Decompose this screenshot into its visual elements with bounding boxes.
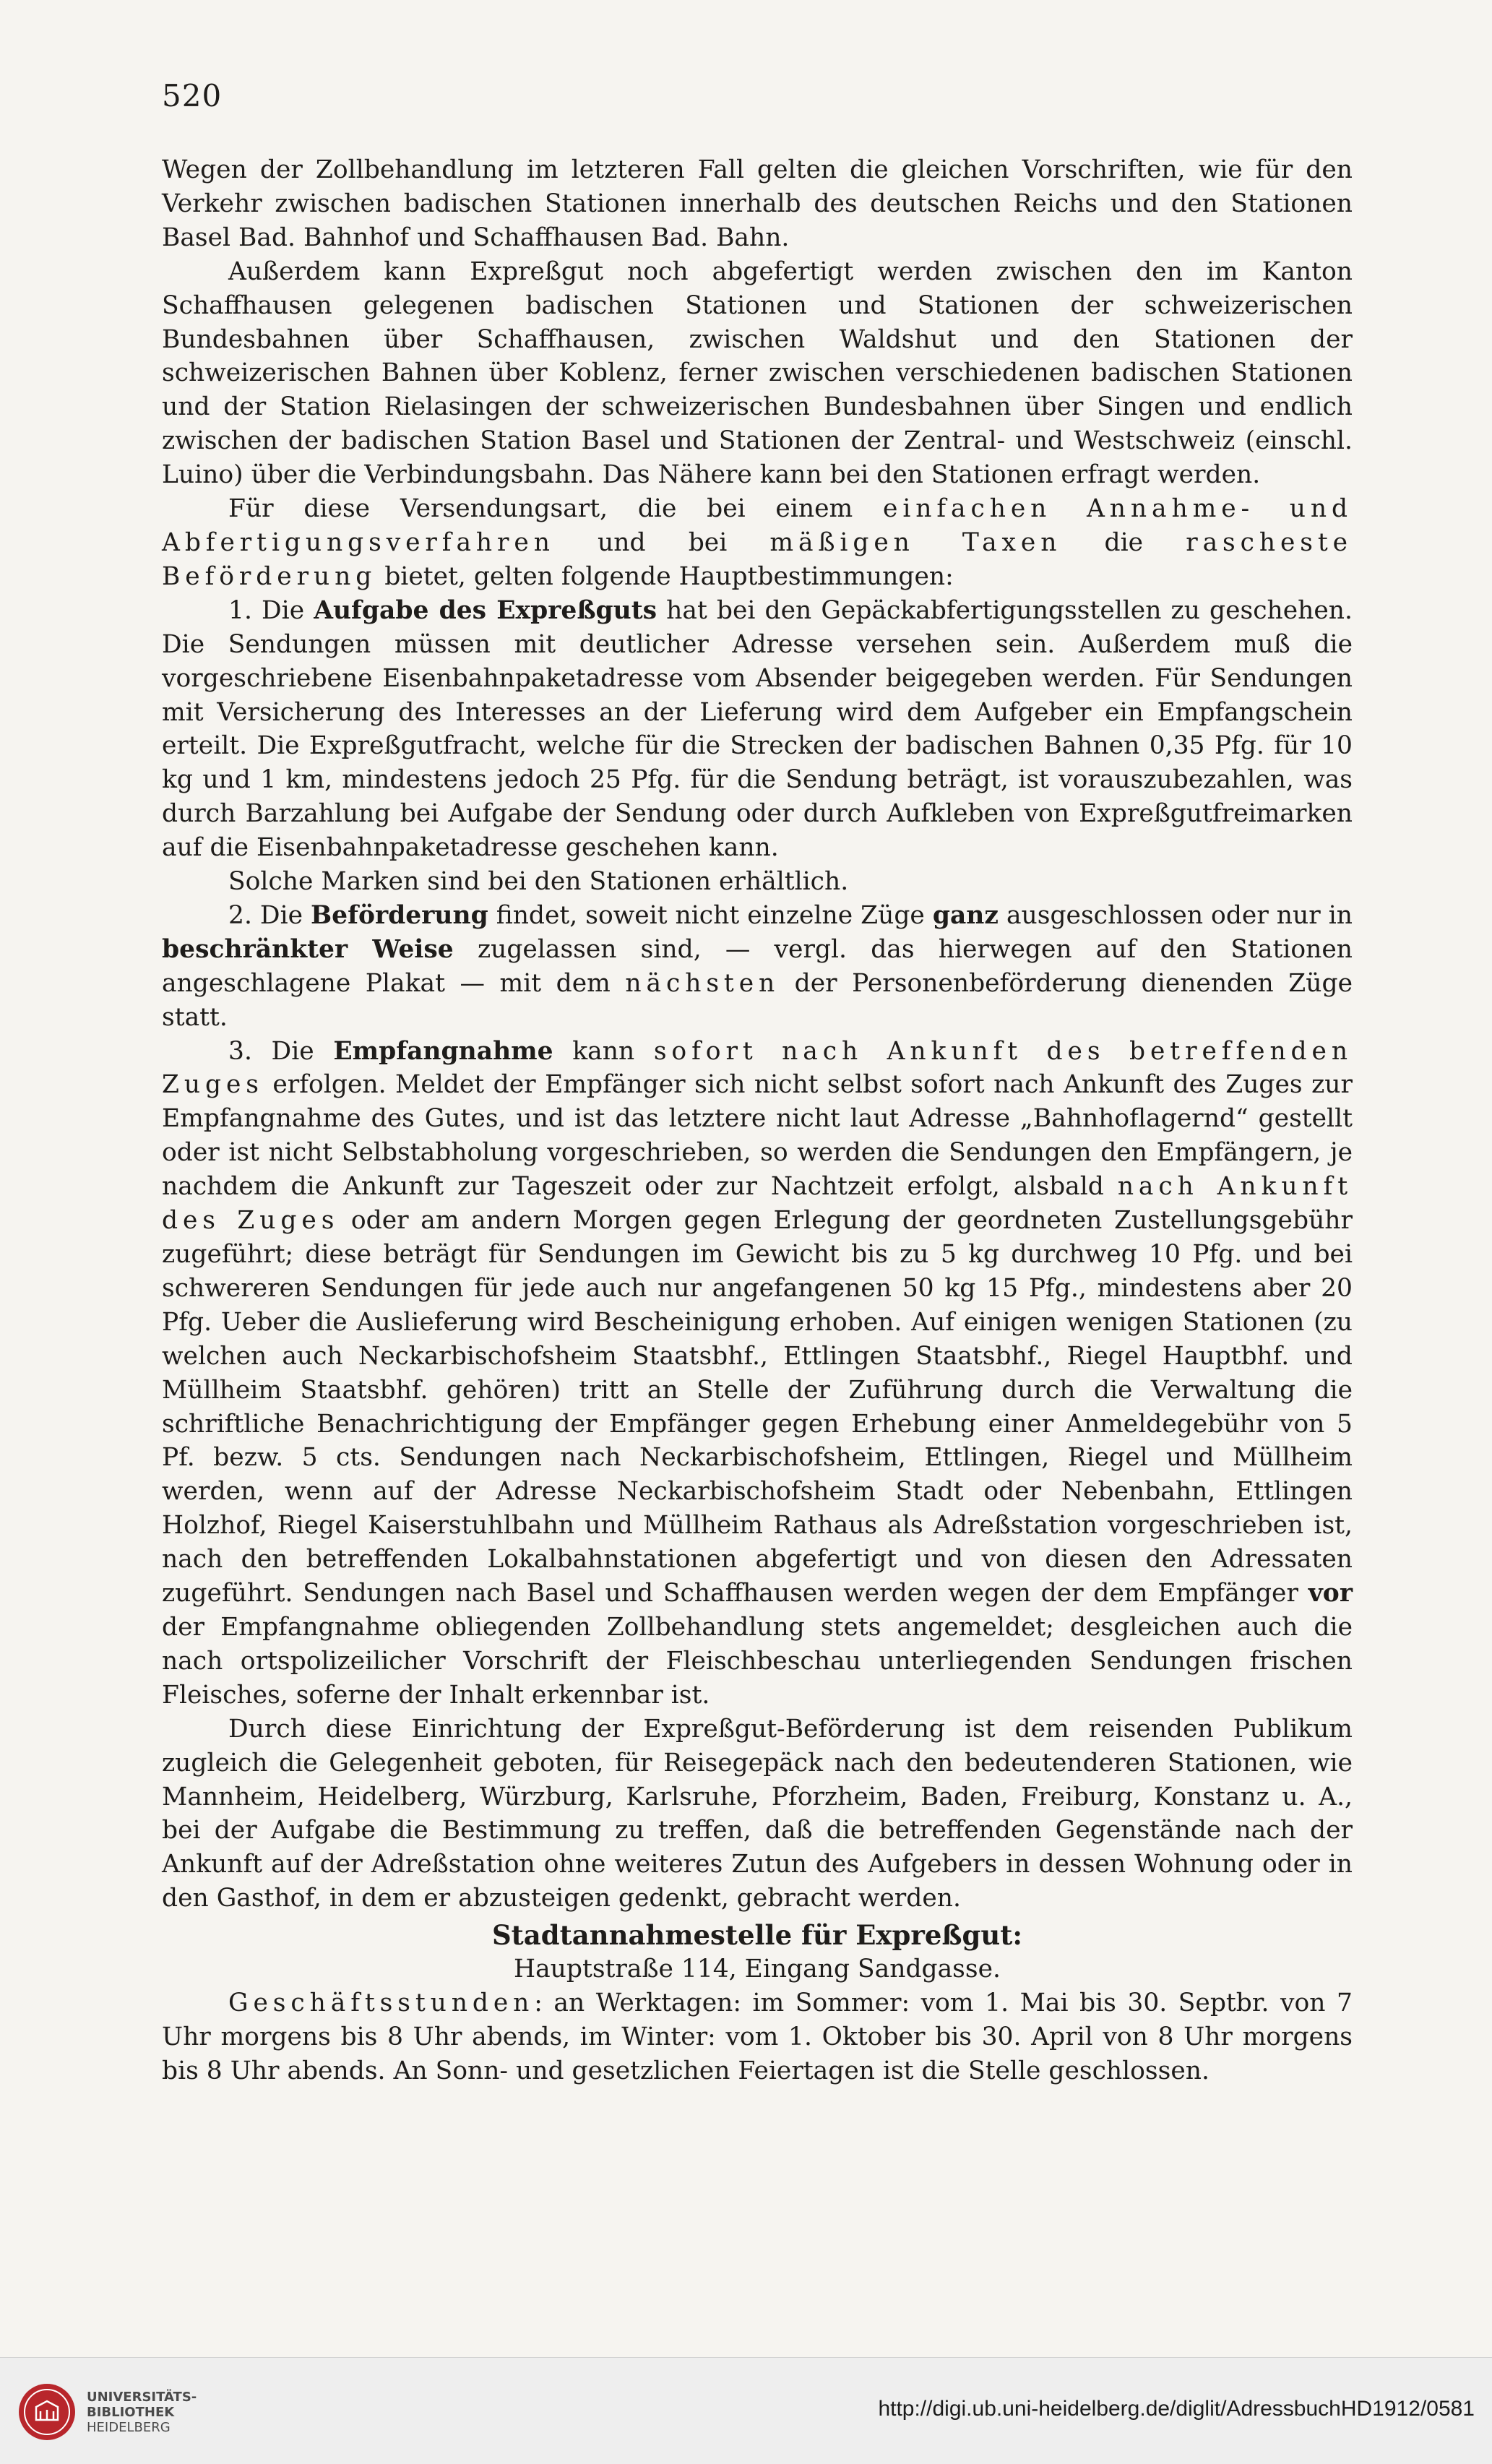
address-line: Hauptstraße 114, Eingang Sandgasse. bbox=[514, 1955, 1001, 1984]
paragraph-zollbehandlung: Wegen der Zollbehandlung im letzteren Fall gelten die gleichen Vorschriften, wie für den Verkehr zwischen badischen Stationen innerhalb des deutschen Reichs und den Stationen Basel Bad. Bahnhof und Schaffhausen Bad. Bahn. bbox=[162, 155, 1353, 252]
item-empfangnahme: 3. Die Empfangnahme kann sofort nach Ankunft des betreffenden Zuges erfolgen. Meldet der Empfänger sich nicht selbst sofort nach Ankunft des Zuges zur Empfangnahme des Gutes, und ist das letztere nicht laut Adresse „Bahnhoflagernd“ gestellt oder ist nicht Selbstabholung vorgeschrieben, so werden die Sendungen den Empfängern, je nachdem die Ankunft zur Tageszeit oder zur Nachtzeit erfolgt, alsbald nach Ankunft des Zuges oder am andern Morgen gegen Erlegung der geordneten Zustellungsgebühr zugeführt; diese beträgt für Sendungen im Gewicht bis zu 5 kg durchweg 10 Pfg. und bei schwereren Sendungen für jede auch nur angefangenen 50 kg 15 Pfg., mindestens aber 20 Pfg. Ueber die Auslieferung wird Bescheinigung erhoben. Auf einigen wenigen Stationen (zu welchen auch Neckarbischofsheim Staatsbhf., Ettlingen Staatsbhf., Riegel Hauptbhf. und Müllheim Staatsbhf. gehören) tritt an Stelle der Zuführung durch die Verwaltung die schriftliche Benachrichtigung der Empfänger gegen Erhebung einer Anmeldegebühr von 5 Pf. bezw. 5 cts. Sendungen nach Neckarbischofsheim, Ettlingen, Riegel und Müllheim werden, wenn auf der Adresse Neckarbischofsheim Stadt oder Nebenbahn, Ettlingen Holzhof, Riegel Kaiserstuhlbahn und Müllheim Rathaus als Adreßstation vorgeschrieben ist, nach den betreffenden Lokalbahnstationen abgefertigt und von diesen den Adressaten zugeführt. Sendungen nach Basel und Schaffhausen werden wegen der dem Empfänger vor der Empfangnahme obliegenden Zollbehandlung stets angemeldet; desgleichen auch die nach ortspolizeilicher Vorschrift der Fleischbeschau unterliegenden Sendungen frischen Fleisches, soferne der Inhalt erkennbar ist. bbox=[162, 1036, 1353, 1710]
body-text bbox=[162, 153, 1353, 2088]
paragraph-geschaeftsstunden: Geschäftsstunden: an Werktagen: im Sommer: vom 1. Mai bis 30. Septbr. von 7 Uhr morgens bis 8 Uhr abends, im Winter: vom 1. Oktober bis 30. April von 8 Uhr morgens bis 8 Uhr abends. An Sonn- und gesetzlichen Feiertagen ist die Stelle geschlossen. bbox=[162, 1988, 1353, 2085]
footer-bar bbox=[0, 2357, 1492, 2464]
university-seal-icon bbox=[17, 2382, 77, 2442]
paragraph-einrichtung: Durch diese Einrichtung der Expreßgut-Beförderung ist dem reisenden Publikum zugleich die Gelegenheit geboten, für Reisegepäck nach den bedeutenderen Stationen, wie Mannheim, Heidelberg, Würzburg, Karlsruhe, Pforzheim, Baden, Freiburg, Konstanz u. A., bei der Aufgabe die Bestimmung zu treffen, daß die betreffenden Gegenstände nach der Ankunft auf der Adreßstation ohne weiteres Zutun des Aufgebers in dessen Wohnung oder in den Gasthof, in dem er abzusteigen gedenkt, gebracht werden. bbox=[162, 1714, 1353, 1913]
library-logo[interactable] bbox=[17, 2379, 205, 2444]
source-url-link[interactable]: http://digi.ub.uni-heidelberg.de/diglit/AdressbuchHD1912/0581 bbox=[878, 2397, 1475, 2421]
item-aufgabe: 1. Die Aufgabe des Expreßguts hat bei den Gepäckabfertigungsstellen zu geschehen. Die Sendungen müssen mit deutlicher Adresse versehen sein. Außerdem muß die vorgeschriebene Eisenbahnpaketadresse vom Absender beigegeben werden. Für Sendungen mit Versicherung des Interesses an der Lieferung wird dem Aufgeber ein Empfangschein erteilt. Die Expreßgutfracht, welche für die Strecken der badischen Bahnen 0,35 Pfg. für 10 kg und 1 km, mindestens jedoch 25 Pfg. für die Sendung beträgt, ist vorauszubezahlen, was durch Barzahlung bei Aufgabe der Sendung oder durch Aufkleben von Expreßgutfreimarken auf die Eisenbahnpaketadresse geschehen kann. bbox=[162, 595, 1353, 863]
item-aufgabe-marken: Solche Marken sind bei den Stationen erhältlich. bbox=[228, 867, 849, 897]
section-heading: Stadtannahmestelle für Expreßgut: bbox=[491, 1919, 1023, 1952]
item-befoerderung: 2. Die Beförderung findet, soweit nicht einzelne Züge ganz ausgeschlossen oder nur in beschränkter Weise zugelassen sind, — vergl. das hierwegen auf den Stationen angeschlagene Plakat — mit dem nächsten der Personenbeförderung dienenden Züge statt. bbox=[162, 900, 1353, 1032]
page-number: 520 bbox=[162, 78, 223, 113]
paragraph-schaffhausen: Außerdem kann Expreßgut noch abgefertigt werden zwischen den im Kanton Schaffhausen gelegenen badischen Stationen und Stationen der schweizerischen Bundesbahnen über Schaffhausen, zwischen Waldshut und den Stationen der schweizerischen Bahnen über Koblenz, ferner zwischen verschiedenen badischen Stationen und der Station Rielasingen der schweizerischen Bundesbahnen über Singen und endlich zwischen der badischen Station Basel und Stationen der Zentral- und Westschweiz (einschl. Luino) über die Verbindungsbahn. Das Nähere kann bei den Stationen erfragt werden. bbox=[162, 257, 1353, 490]
logo-text: UNIVERSITÄTS- BIBLIOTHEK HEIDELBERG bbox=[87, 2390, 197, 2435]
paragraph-versendungsart: Für diese Versendungsart, die bei einem einfachen Annahme- und Abfertigungsverfahren und bei mäßigen Taxen die rascheste Beförderung bietet, gelten folgende Hauptbestimmungen: bbox=[162, 494, 1353, 591]
